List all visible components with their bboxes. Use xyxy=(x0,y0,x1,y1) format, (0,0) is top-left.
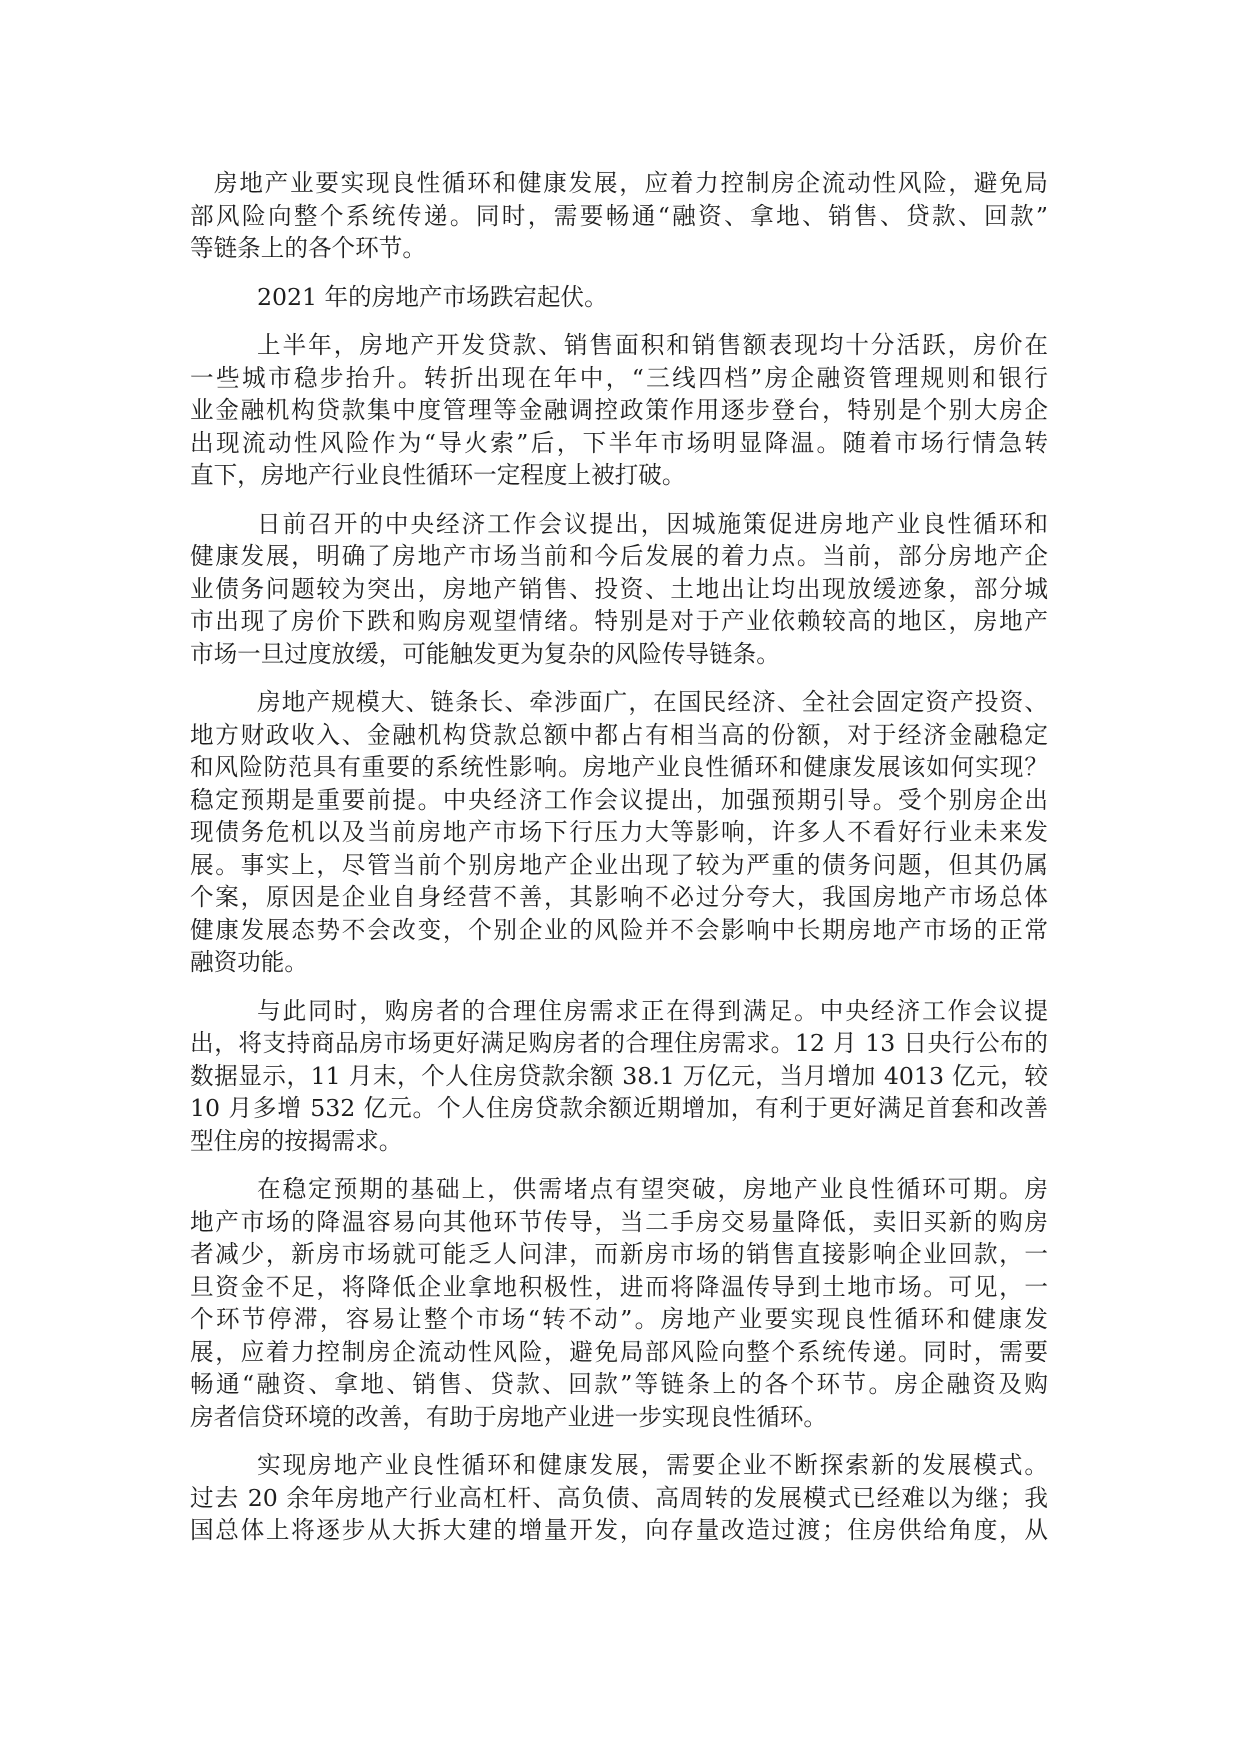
text-line: 房地产业要实现良性循环和健康发展，应着力控制房企流动性风险，避免局 xyxy=(214,169,1048,197)
paragraph xyxy=(190,995,1048,1158)
text-line: 日前召开的中央经济工作会议提出，因城施策促进房地产业良性循环和 xyxy=(257,509,1048,538)
text-line: 现债务危机以及当前房地产市场下行压力大等影响，许多人不看好行业未来发 xyxy=(190,818,1048,846)
text-line: 融资功能。 xyxy=(190,948,308,976)
text-line: 地产市场的降温容易向其他环节传导，当二手房交易量降低，卖旧买新的购房 xyxy=(190,1207,1048,1236)
text-line: 出，将支持商品房市场更好满足购房者的合理住房需求。12 月 13 日央行公布的 xyxy=(190,1029,1048,1057)
text-line: 畅通“融资、拿地、销售、贷款、回款”等链条上的各个环节。房企融资及购 xyxy=(190,1370,1048,1398)
text-line: 地方财政收入、金融机构贷款总额中都占有相当高的份额，对于经济金融稳定 xyxy=(190,720,1048,749)
text-line: 等链条上的各个环节。 xyxy=(190,234,426,262)
text-line: 数据显示，11 月末，个人住房贷款余额 38.1 万亿元，当月增加 4013 亿元，较 xyxy=(190,1061,1048,1090)
text-line: 者减少，新房市场就可能乏人问津，而新房市场的销售直接影响企业回款，一 xyxy=(190,1240,1048,1268)
text-line: 业债务问题较为突出，房地产销售、投资、土地出让均出现放缓迹象，部分城 xyxy=(190,574,1048,603)
text-line: 展，应着力控制房企流动性风险，避免局部风险向整个系统传递。同时，需要 xyxy=(190,1337,1048,1366)
text-line: 2021 年的房地产市场跌宕起伏。 xyxy=(257,282,608,311)
text-line: 国总体上将逐步从大拆大建的增量开发，向存量改造过渡；住房供给角度，从 xyxy=(190,1516,1048,1544)
text-line: 旦资金不足，将降低企业拿地积极性，进而将降温传导到土地市场。可见，一 xyxy=(190,1272,1048,1301)
text-line: 在稳定预期的基础上，供需堵点有望突破，房地产业良性循环可期。房 xyxy=(257,1175,1048,1203)
text-line: 过去 20 余年房地产行业高杠杆、高负债、高周转的发展模式已经难以为继；我 xyxy=(190,1483,1048,1512)
text-line: 10 月多增 532 亿元。个人住房贷款余额近期增加，有利于更好满足首套和改善 xyxy=(190,1094,1048,1122)
text-line: 业金融机构贷款集中度管理等金融调控政策作用逐步登台，特别是个别大房企 xyxy=(190,396,1048,424)
paragraph xyxy=(190,1449,1048,1547)
text-line: 健康发展态势不会改变，个别企业的风险并不会影响中长期房地产市场的正常 xyxy=(190,915,1048,944)
paragraph xyxy=(190,167,1048,265)
text-line: 和风险防范具有重要的系统性影响。房地产业良性循环和健康发展该如何实现？ xyxy=(190,753,1048,781)
text-line: 市出现了房价下跌和购房观望情绪。特别是对于产业依赖较高的地区，房地产 xyxy=(190,607,1048,635)
text-line: 上半年，房地产开发贷款、销售面积和销售额表现均十分活跃，房价在 xyxy=(257,331,1048,359)
text-line: 型住房的按揭需求。 xyxy=(190,1126,403,1155)
text-line: 出现流动性风险作为“导火索”后，下半年市场明显降温。随着市场行情急转 xyxy=(190,428,1048,457)
document-page xyxy=(190,167,1048,1563)
text-line: 稳定预期是重要前提。中央经济工作会议提出，加强预期引导。受个别房企出 xyxy=(190,785,1048,814)
paragraph xyxy=(190,281,1048,314)
text-line: 部风险向整个系统传递。同时，需要畅通“融资、拿地、销售、贷款、回款” xyxy=(190,201,1048,230)
text-line: 健康发展，明确了房地产市场当前和今后发展的着力点。当前，部分房地产企 xyxy=(190,542,1048,570)
text-line: 个案，原因是企业自身经营不善，其影响不必过分夸大，我国房地产市场总体 xyxy=(190,883,1048,911)
text-line: 个环节停滞，容易让整个市场“转不动”。房地产业要实现良性循环和健康发 xyxy=(190,1305,1048,1333)
paragraph xyxy=(190,686,1048,979)
text-line: 直下，房地产行业良性循环一定程度上被打破。 xyxy=(190,461,686,489)
text-line: 与此同时，购房者的合理住房需求正在得到满足。中央经济工作会议提 xyxy=(257,996,1048,1025)
text-line: 一些城市稳步抬升。转折出现在年中，“三线四档”房企融资管理规则和银行 xyxy=(190,363,1048,392)
paragraph xyxy=(190,508,1048,671)
text-line: 展。事实上，尽管当前个别房地产企业出现了较为严重的债务问题，但其仍属 xyxy=(190,850,1048,879)
text-line: 市场一旦过度放缓，可能触发更为复杂的风险传导链条。 xyxy=(190,639,780,668)
paragraph xyxy=(190,329,1048,492)
paragraph xyxy=(190,1173,1048,1433)
text-line: 房者信贷环境的改善，有助于房地产业进一步实现良性循环。 xyxy=(190,1402,828,1431)
text-line: 实现房地产业良性循环和健康发展，需要企业不断探索新的发展模式。 xyxy=(257,1451,1048,1479)
text-line: 房地产规模大、链条长、牵涉面广，在国民经济、全社会固定资产投资、 xyxy=(257,688,1048,716)
